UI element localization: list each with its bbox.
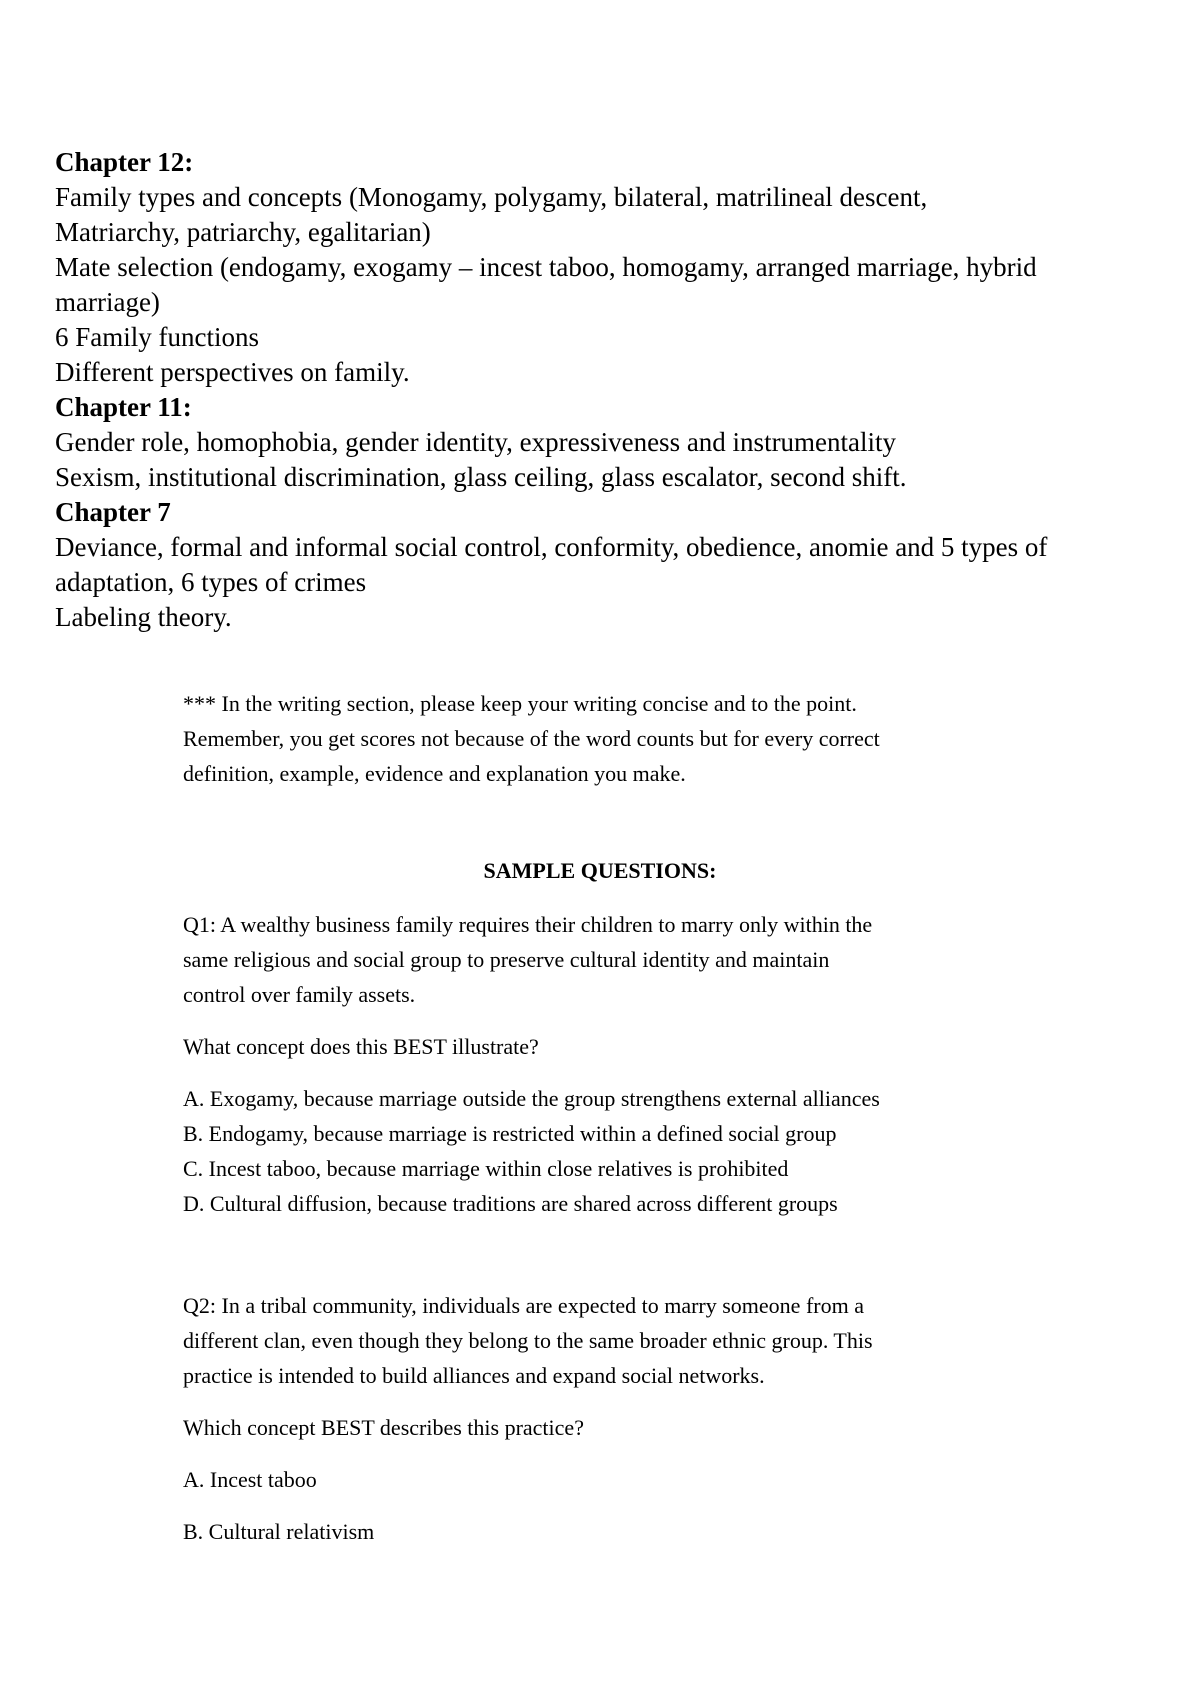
chapter-12-line: marriage) — [55, 287, 160, 317]
chapter-12-line: Mate selection (endogamy, exogamy – incest taboo, homogamy, arranged marriage, hybrid — [55, 252, 1037, 282]
chapter-12-line: Matriarchy, patriarchy, egalitarian) — [55, 217, 431, 247]
chapter-7-line: adaptation, 6 types of crimes — [55, 567, 367, 597]
q2-stem-line: different clan, even though they belong to the same broader ethnic group. This — [183, 1328, 873, 1353]
q1-options — [183, 1081, 1083, 1221]
chapter-outline — [55, 145, 1180, 635]
q1-stem-line: same religious and social group to preserve cultural identity and maintain — [183, 947, 830, 972]
chapter-12-heading: Chapter 12: — [55, 147, 194, 177]
chapter-7-line: Labeling theory. — [55, 602, 232, 632]
q2-stem-line: Q2: In a tribal community, individuals are expected to marry someone from a — [183, 1293, 864, 1318]
q1-option-a: A. Exogamy, because marriage outside the group strengthens external alliances — [183, 1086, 880, 1111]
q1-stem — [183, 907, 1083, 1012]
q2-option-a: A. Incest taboo — [183, 1467, 317, 1492]
q2-stem — [183, 1288, 1083, 1393]
chapter-11-line: Sexism, institutional discrimination, glass ceiling, glass escalator, second shift. — [55, 462, 907, 492]
chapter-7-heading: Chapter 7 — [55, 497, 171, 527]
q1-stem-line: Q1: A wealthy business family requires their children to marry only within the — [183, 912, 873, 937]
chapter-12-line: Family types and concepts (Monogamy, polygamy, bilateral, matrilineal descent, — [55, 182, 928, 212]
note-line: Remember, you get scores not because of the word counts but for every correct — [183, 726, 880, 751]
q1-prompt: What concept does this BEST illustrate? — [183, 1034, 539, 1059]
q1-option-d: D. Cultural diffusion, because traditions are shared across different groups — [183, 1191, 838, 1216]
sample-questions-title: SAMPLE QUESTIONS: — [483, 858, 717, 883]
q2-option-b: B. Cultural relativism — [183, 1519, 375, 1544]
q1-option-b: B. Endogamy, because marriage is restricted within a defined social group — [183, 1121, 837, 1146]
writing-section-note — [183, 686, 1043, 791]
chapter-7-line: Deviance, formal and informal social control, conformity, obedience, anomie and 5 types of — [55, 532, 1048, 562]
chapter-11-heading: Chapter 11: — [55, 392, 192, 422]
note-line: definition, example, evidence and explanation you make. — [183, 761, 686, 786]
chapter-12-line: Different perspectives on family. — [55, 357, 410, 387]
q2-stem-line: practice is intended to build alliances and expand social networks. — [183, 1363, 765, 1388]
chapter-11-line: Gender role, homophobia, gender identity, expressiveness and instrumentality — [55, 427, 897, 457]
q1-option-c: C. Incest taboo, because marriage within close relatives is prohibited — [183, 1156, 789, 1181]
q2-prompt: Which concept BEST describes this practice? — [183, 1415, 584, 1440]
note-line: *** In the writing section, please keep your writing concise and to the point. — [183, 691, 857, 716]
q1-stem-line: control over family assets. — [183, 982, 416, 1007]
chapter-12-line: 6 Family functions — [55, 322, 259, 352]
